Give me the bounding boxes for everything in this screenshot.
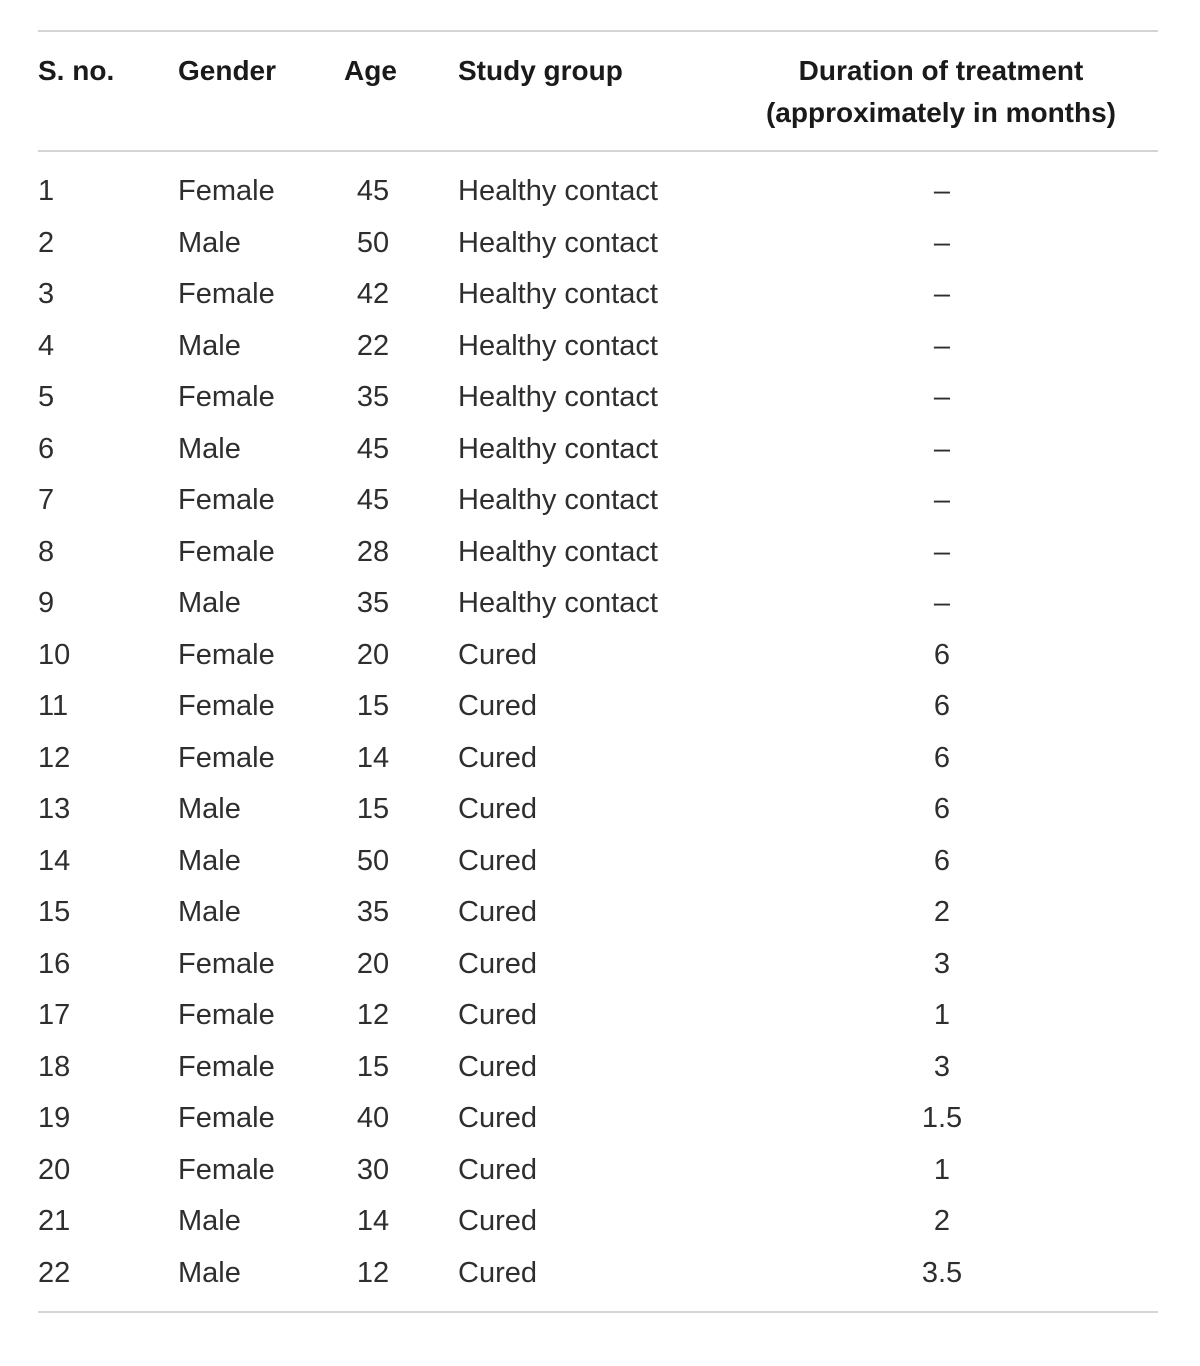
cell-age: 14	[356, 741, 390, 774]
cell-gender: Female	[178, 741, 275, 774]
cell-duration: –	[933, 175, 951, 207]
cell-gender: Female	[178, 535, 275, 568]
cell-study-group: Cured	[458, 1050, 537, 1083]
header-gender: Gender	[178, 55, 277, 86]
table-row	[38, 938, 1158, 990]
cell-gender: Male	[178, 844, 241, 877]
cell-gender: Female	[178, 1050, 275, 1083]
cell-sno: 10	[38, 638, 71, 671]
table-row	[38, 629, 1158, 681]
cell-study-group: Healthy contact	[458, 226, 658, 259]
header-rule	[38, 150, 1158, 152]
cell-study-group: Healthy contact	[458, 535, 658, 568]
cell-gender: Male	[178, 1256, 241, 1289]
cell-sno: 6	[38, 432, 55, 465]
cell-gender: Female	[178, 175, 275, 207]
cell-study-group: Cured	[458, 741, 537, 774]
table-row	[38, 268, 1158, 320]
table-row	[38, 423, 1158, 475]
cell-duration: 6	[933, 741, 951, 774]
table-row	[38, 783, 1158, 835]
cell-study-group: Cured	[458, 896, 537, 928]
cell-age: 45	[356, 484, 390, 516]
header-sno: S. no.	[38, 55, 115, 86]
table-row	[38, 1041, 1158, 1093]
cell-age: 45	[356, 175, 390, 207]
cell-study-group: Cured	[458, 844, 537, 877]
cell-age: 15	[356, 793, 390, 825]
header-duration-line2: (approximately in months)	[765, 97, 1117, 128]
table-row	[38, 680, 1158, 732]
table-row	[38, 989, 1158, 1041]
cell-duration: 6	[933, 793, 951, 825]
header-duration-line1: Duration of treatment	[798, 55, 1084, 86]
cell-gender: Male	[178, 329, 241, 362]
cell-age: 20	[356, 638, 390, 671]
cell-gender: Male	[178, 793, 241, 825]
table-header	[38, 30, 1158, 150]
table-row	[38, 1144, 1158, 1196]
cell-duration: 6	[933, 638, 951, 671]
cell-age: 12	[356, 1256, 390, 1289]
cell-age: 22	[356, 329, 390, 362]
cell-sno: 7	[38, 484, 55, 516]
cell-sno: 2	[38, 226, 55, 259]
cell-sno: 9	[38, 587, 55, 619]
cell-duration: 1	[933, 1153, 951, 1186]
cell-sno: 15	[38, 896, 71, 928]
cell-age: 35	[356, 381, 390, 413]
cell-age: 50	[356, 226, 390, 259]
cell-sno: 17	[38, 999, 71, 1031]
cell-study-group: Cured	[458, 690, 537, 722]
table-row	[38, 886, 1158, 938]
cell-duration: 1	[933, 999, 951, 1031]
cell-age: 14	[356, 1205, 390, 1237]
table-row	[38, 320, 1158, 372]
cell-duration: 1.5	[921, 1102, 963, 1134]
cell-gender: Female	[178, 690, 275, 722]
table-row	[38, 165, 1158, 217]
cell-sno: 20	[38, 1153, 71, 1186]
header-age: Age	[344, 55, 397, 86]
cell-duration: 3	[933, 947, 951, 980]
cell-gender: Female	[178, 1102, 275, 1134]
cell-study-group: Cured	[458, 638, 537, 671]
cell-duration: –	[933, 226, 951, 259]
cell-age: 45	[356, 432, 390, 465]
cell-age: 20	[356, 947, 390, 980]
cell-sno: 5	[38, 381, 55, 413]
cell-age: 30	[356, 1153, 390, 1186]
cell-duration: –	[933, 484, 951, 516]
cell-study-group: Cured	[458, 1153, 537, 1186]
cell-duration: 2	[933, 1205, 951, 1237]
cell-gender: Male	[178, 1205, 241, 1237]
cell-age: 28	[356, 535, 390, 568]
cell-gender: Female	[178, 484, 275, 516]
cell-study-group: Healthy contact	[458, 587, 658, 619]
cell-study-group: Healthy contact	[458, 329, 658, 362]
table-row	[38, 1247, 1158, 1299]
cell-duration: –	[933, 381, 951, 413]
cell-duration: –	[933, 432, 951, 465]
cell-duration: 3	[933, 1050, 951, 1083]
cell-gender: Female	[178, 999, 275, 1031]
cell-duration: 6	[933, 690, 951, 722]
cell-study-group: Healthy contact	[458, 175, 658, 207]
cell-sno: 4	[38, 329, 55, 362]
cell-sno: 13	[38, 793, 71, 825]
table-row	[38, 835, 1158, 887]
cell-sno: 12	[38, 741, 71, 774]
cell-age: 15	[356, 1050, 390, 1083]
cell-age: 42	[356, 278, 390, 310]
table-bottom-rule	[38, 1311, 1158, 1313]
cell-study-group: Cured	[458, 793, 537, 825]
cell-gender: Male	[178, 587, 241, 619]
cell-study-group: Healthy contact	[458, 278, 658, 310]
cell-gender: Female	[178, 381, 275, 413]
cell-study-group: Cured	[458, 1256, 537, 1289]
cell-duration: –	[933, 535, 951, 568]
cell-sno: 1	[38, 175, 55, 207]
table-body	[38, 165, 1158, 1298]
cell-gender: Male	[178, 896, 241, 928]
header-study-group: Study group	[458, 55, 623, 86]
cell-study-group: Cured	[458, 947, 537, 980]
cell-duration: 6	[933, 844, 951, 877]
cell-study-group: Healthy contact	[458, 432, 658, 465]
cell-duration: 2	[933, 896, 951, 928]
cell-study-group: Cured	[458, 999, 537, 1031]
table-row	[38, 732, 1158, 784]
cell-sno: 11	[38, 690, 69, 722]
cell-gender: Female	[178, 278, 275, 310]
cell-sno: 3	[38, 278, 55, 310]
cell-duration: 3.5	[921, 1256, 963, 1289]
cell-study-group: Cured	[458, 1205, 537, 1237]
cell-age: 35	[356, 587, 390, 619]
cell-duration: –	[933, 278, 951, 310]
cell-age: 40	[356, 1102, 390, 1134]
cell-sno: 18	[38, 1050, 71, 1083]
table-row	[38, 1195, 1158, 1247]
cell-gender: Female	[178, 1153, 275, 1186]
table-row	[38, 577, 1158, 629]
cell-sno: 14	[38, 844, 71, 877]
cell-gender: Female	[178, 638, 275, 671]
cell-sno: 16	[38, 947, 71, 980]
cell-age: 12	[356, 999, 390, 1031]
cell-study-group: Cured	[458, 1102, 537, 1134]
header-duration	[744, 50, 1138, 134]
cell-gender: Male	[178, 226, 241, 259]
table-row	[38, 371, 1158, 423]
cell-study-group: Healthy contact	[458, 484, 658, 516]
table-row	[38, 474, 1158, 526]
cell-gender: Female	[178, 947, 275, 980]
cell-duration: –	[933, 329, 951, 362]
cell-age: 50	[356, 844, 390, 877]
cell-age: 35	[356, 896, 390, 928]
table-row	[38, 217, 1158, 269]
cell-gender: Male	[178, 432, 241, 465]
cell-duration: –	[933, 587, 951, 619]
table-row	[38, 1092, 1158, 1144]
cell-study-group: Healthy contact	[458, 381, 658, 413]
cell-sno: 19	[38, 1102, 71, 1134]
cell-sno: 21	[38, 1205, 71, 1237]
table-row	[38, 526, 1158, 578]
cell-sno: 8	[38, 535, 55, 568]
cell-sno: 22	[38, 1256, 71, 1289]
cell-age: 15	[356, 690, 390, 722]
